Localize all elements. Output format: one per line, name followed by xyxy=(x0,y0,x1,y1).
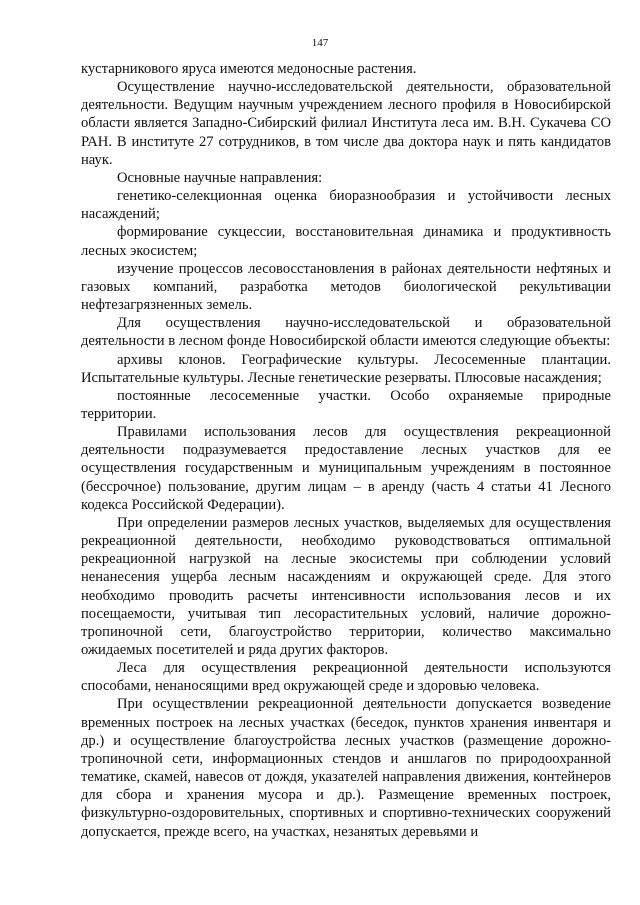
paragraph-5: формирование сукцессии, восстановительная динамика и продуктивность лесных экосистем; xyxy=(81,224,611,259)
paragraph-7: Для осуществления научно-исследовательской и образовательной деятельности в лесном фонде Новосибирской области имеются следующие объекты: xyxy=(81,315,611,350)
paragraph-3: Основные научные направления: xyxy=(117,169,323,186)
paragraph-11: При определении размеров лесных участков, выделяемых для осуществления рекреационной деятельности, необходимо руководствоваться оптимальной рекреационной нагрузкой на лесные экосистемы при соблюдении условий ненанесения ущерба лесным насаждениям и окружающей среде. Для этого необходимо проводить расчеты интенсивности использования лесов и их посещаемости, учитывая тип лесорастительных условий, наличие дорожно-тропиночной сети, благоустройство территории, количество максимально ожидаемых посетителей и ряда других факторов. xyxy=(81,514,611,658)
paragraph-1: кустарникового яруса имеются медоносные растения. xyxy=(81,61,417,77)
paragraph-4: генетико-селекционная оценка биоразнообразия и устойчивости лесных насаждений; xyxy=(81,188,611,223)
paragraph-2: Осуществление научно-исследовательской деятельности, образовательной деятельности. Ведущим научным учреждением лесного профиля в Новосибирской области является Западно-Сибирский филиал Института леса им. В.Н. Сукачева СО РАН. В институте 27 сотрудников, в том числе два доктора наук и пять кандидатов наук. xyxy=(81,79,611,168)
page-number: 147 xyxy=(311,37,329,49)
paragraph-12: Леса для осуществления рекреационной деятельности используются способами, ненаносящими вред окружающей среде и здоровью человека. xyxy=(81,660,611,695)
paragraph-9: постоянные лесосеменные участки. Особо охраняемые природные территории. xyxy=(81,387,611,422)
paragraph-13: При осуществлении рекреационной деятельности допускается возведение временных построек на лесных участках (беседок, пунктов хранения инвентаря и др.) и осуществление благоустройства лесных участков (размещение дорожно-тропиночной сети, информационных стендов и аншлагов по природоохранной тематике, скамей, навесов от дождя, указателей направления движения, контейнеров для сбора и хранения мусора и др.). Размещение временных построек, физкультурно-оздоровительных, спортивных и спортивно-технических сооружений допускается, прежде всего, на участках, незанятых деревьями и xyxy=(81,696,611,840)
paragraph-10: Правилами использования лесов для осуществления рекреационной деятельности подразумевается предоставление лесных участков для ее осуществления государственным и муниципальным учреждениям в постоянное (бессрочное) пользование, другим лицам – в аренду (часть 4 статьи 41 Лесного кодекса Российской Федерации). xyxy=(81,424,611,513)
paragraph-6: изучение процессов лесовосстановления в районах деятельности нефтяных и газовых компаний, разработка методов биологической рекультивации нефтезагрязненных земель. xyxy=(81,260,611,314)
paragraph-8: архивы клонов. Географические культуры. Лесосеменные плантации. Испытательные культуры. Лесные генетические резерваты. Плюсовые насаждения; xyxy=(81,351,611,386)
document-body xyxy=(81,60,611,841)
